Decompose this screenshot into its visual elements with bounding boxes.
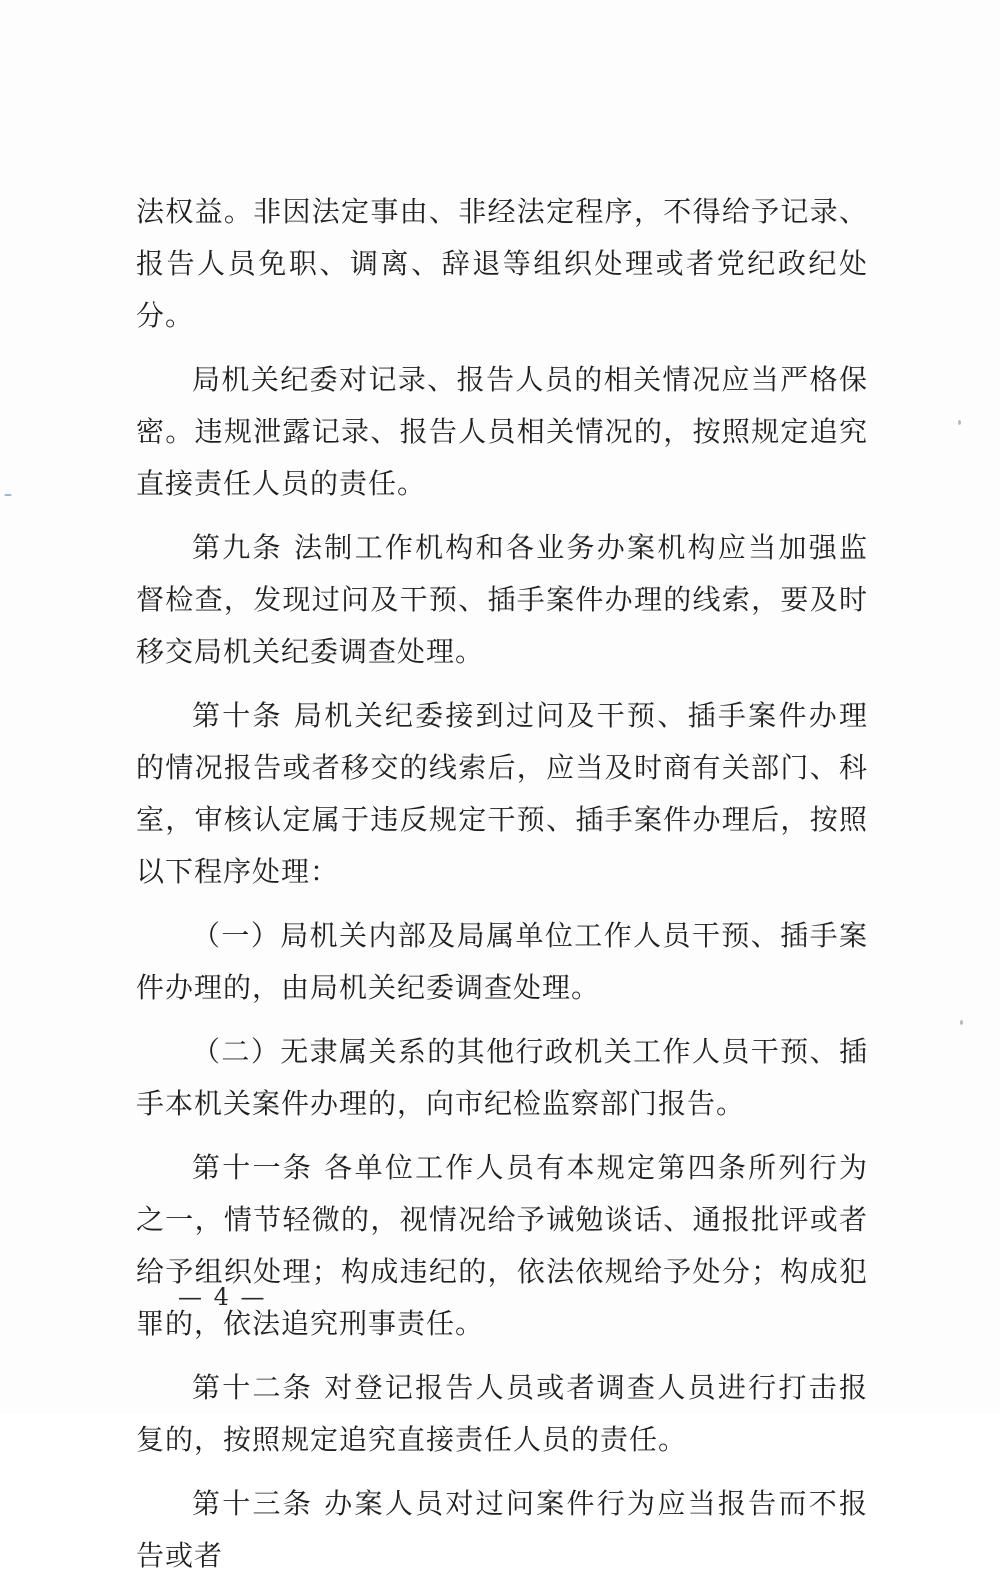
document-body xyxy=(136,186,868,1594)
article-10: 第十条 局机关纪委接到过问及干预、插手案件办理的情况报告或者移交的线索后，应当及时商有关部门、科室，审核认定属于违反规定干预、插手案件办理后，按照以下程序处理： xyxy=(136,699,868,888)
scan-speck xyxy=(958,420,961,425)
article-12: 第十二条 对登记报告人员或者调查人员进行打击报复的，按照规定追究直接责任人员的责任。 xyxy=(136,1371,868,1456)
article-9: 第九条 法制工作机构和各业务办案机构应当加强监督检查，发现过问及干预、插手案件办理的线索，要及时移交局机关纪委调查处理。 xyxy=(136,531,868,668)
article-10-item-1: （一）局机关内部及局属单位工作人员干预、插手案件办理的，由局机关纪委调查处理。 xyxy=(136,919,868,1004)
paragraph-2: 局机关纪委对记录、报告人员的相关情况应当严格保密。违规泄露记录、报告人员相关情况的，按照规定追究直接责任人员的责任。 xyxy=(136,363,868,500)
paragraph-1: 法权益。非因法定事由、非经法定程序，不得给予记录、报告人员免职、调离、辞退等组织处理或者党纪政纪处分。 xyxy=(136,195,868,332)
article-10-item-2: （二）无隶属关系的其他行政机关工作人员干预、插手本机关案件办理的，向市纪检监察部门报告。 xyxy=(136,1035,868,1120)
page-number: — 4 — xyxy=(178,1283,267,1311)
scan-speck xyxy=(4,494,12,496)
scan-speck xyxy=(960,1020,963,1025)
article-13: 第十三条 办案人员对过问案件行为应当报告而不报告或者 xyxy=(136,1487,868,1572)
article-11: 第十一条 各单位工作人员有本规定第四条所列行为之一，情节轻微的，视情况给予诫勉谈话、通报批评或者给予组织处理；构成违纪的，依法依规给予处分；构成犯罪的，依法追究刑事责任。 xyxy=(136,1151,868,1340)
